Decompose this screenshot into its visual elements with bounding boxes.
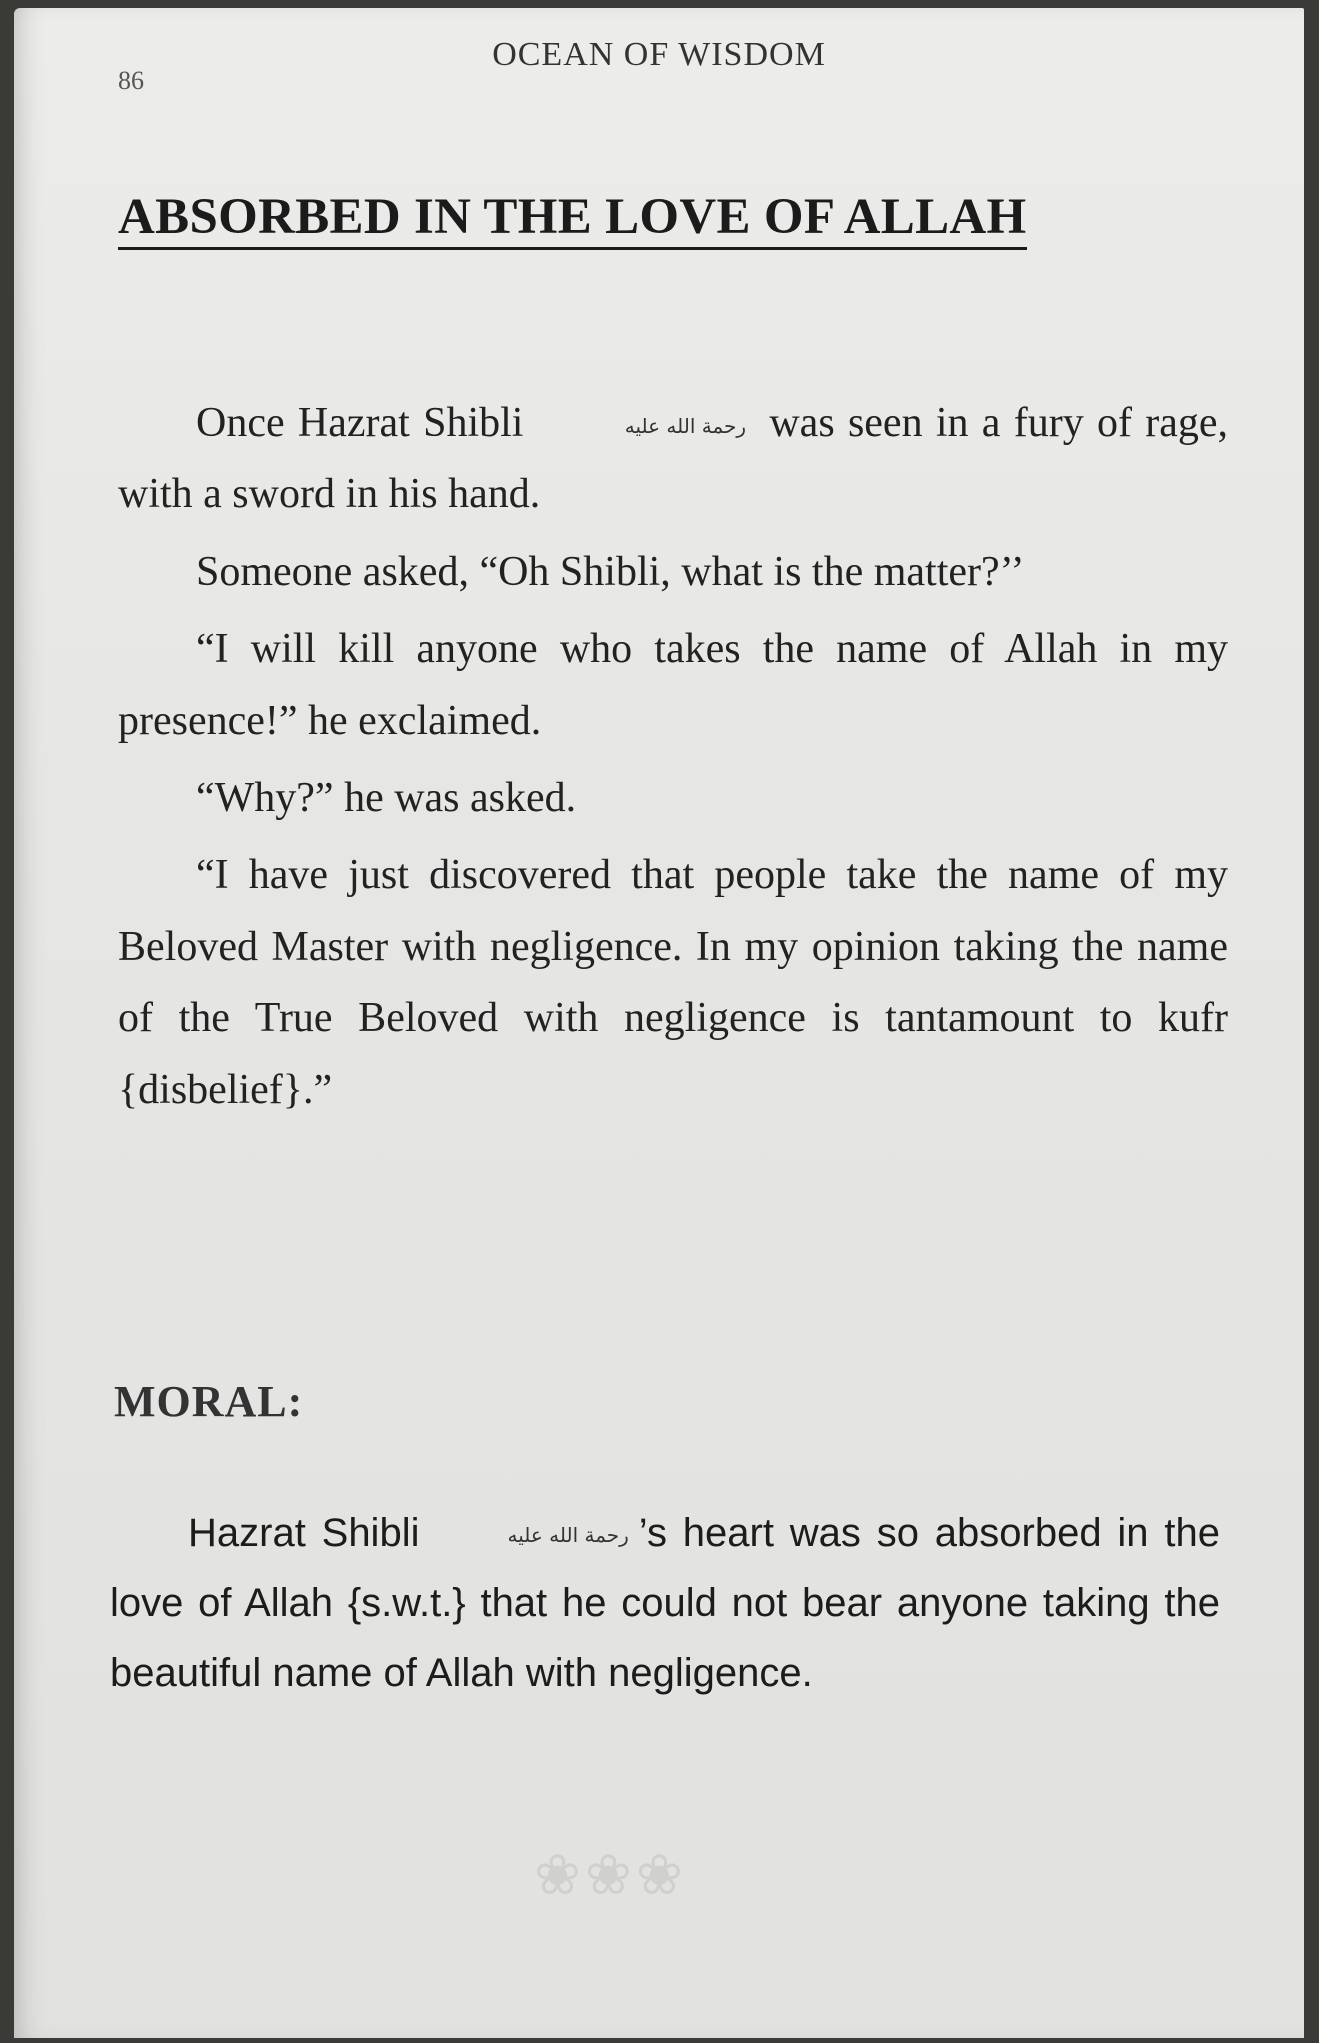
moral-start: Hazrat Shibli xyxy=(188,1511,420,1555)
chapter-title: ABSORBED IN THE LOVE OF ALLAH xyxy=(118,188,1027,250)
flower-ornament-icon: ❀❀❀ xyxy=(534,1845,687,1907)
moral-heading: MORAL: xyxy=(114,1377,304,1426)
moral-honorific-glyph: رحمة الله عليه xyxy=(507,1522,629,1547)
paragraph-1-start: Once Hazrat Shibli xyxy=(196,400,524,446)
moral-body xyxy=(110,1498,1220,1708)
paragraph-3: “I will kill anyone who takes the name of Allah in my presence!” he exclaimed. xyxy=(118,626,1228,744)
page-number: 86 xyxy=(118,66,144,95)
moral-paragraph xyxy=(110,1498,1220,1708)
paragraph-2: Someone asked, “Oh Shibli, what is the matter?’’ xyxy=(196,548,1025,595)
story-body xyxy=(118,388,1228,1132)
honorific-glyph: رحمة الله عليه xyxy=(624,414,747,439)
paragraph-1 xyxy=(118,388,1228,531)
running-title: OCEAN OF WISDOM xyxy=(492,36,826,73)
moral-end: ’s heart was so absorbed in the love of Allah {s.w.t.} that he could not bear anyone taking the beautiful name of Allah with negligence. xyxy=(110,1511,1220,1695)
paragraph-4: “Why?” he was asked. xyxy=(196,774,577,821)
paragraph-5: “I have just discovered that people take the name of my Beloved Master with negligence. In my opinion taking the name of the True Beloved with negligence is tantamount to kufr {disbelief}.” xyxy=(118,852,1228,1113)
book-page xyxy=(14,8,1304,2038)
paragraph-1-end: was seen in a fury of rage, with a sword in his hand. xyxy=(118,400,1229,518)
